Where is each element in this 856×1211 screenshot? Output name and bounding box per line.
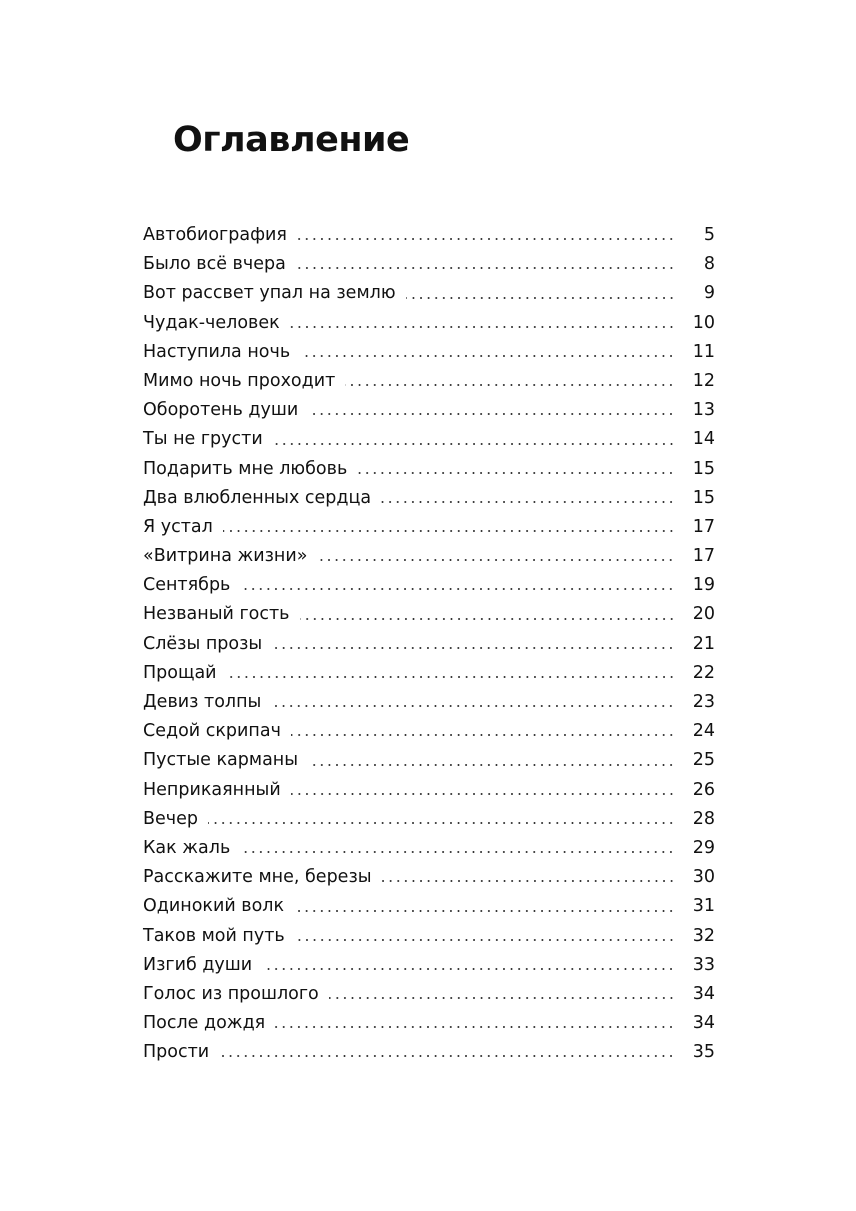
toc-entry-page: 32 (692, 925, 715, 946)
toc-entry (143, 863, 715, 892)
toc-entry-page: 30 (692, 867, 715, 888)
toc-entry-page: 35 (692, 1042, 715, 1063)
dot-leader (308, 413, 675, 415)
toc-entry-title: Незваный гость (143, 604, 290, 625)
toc-entry-page: 14 (692, 429, 715, 450)
toc-entry-title: Мимо ночь проходит (143, 370, 336, 391)
toc-entry-page: 28 (692, 808, 715, 829)
toc-entry-page: 33 (692, 954, 715, 975)
dot-leader (275, 1026, 675, 1028)
toc-entry-title: Седой скрипач (143, 721, 281, 742)
toc-entry-title: Как жаль (143, 837, 231, 858)
dot-leader (272, 647, 675, 649)
toc-entry (143, 250, 715, 279)
toc-entry (143, 571, 715, 600)
toc-entry-title: Два влюбленных сердца (143, 487, 372, 508)
toc-entry (143, 980, 715, 1009)
toc-entry (143, 1038, 715, 1067)
toc-entry-title: Слёзы прозы (143, 633, 263, 654)
dot-leader (227, 676, 675, 678)
toc-entry-page: 8 (703, 254, 715, 275)
toc-entry (143, 688, 715, 717)
dot-leader (357, 472, 675, 474)
toc-entry-title: Вот рассвет упал на землю (143, 283, 396, 304)
toc-entry-title: Прости (143, 1042, 210, 1063)
toc-entry (143, 338, 715, 367)
toc-entry (143, 279, 715, 308)
toc-entry (143, 542, 715, 571)
toc-entry-page: 31 (692, 896, 715, 917)
toc-entry-title: Сентябрь (143, 575, 231, 596)
dot-leader (291, 734, 675, 736)
toc-entry (143, 455, 715, 484)
toc-entry (143, 776, 715, 805)
toc-entry-title: Пустые карманы (143, 750, 299, 771)
toc-entry (143, 600, 715, 629)
page-title: Оглавление (173, 120, 410, 160)
dot-leader (406, 297, 675, 299)
toc-entry (143, 484, 715, 513)
toc-entry-page: 26 (692, 779, 715, 800)
dot-leader (223, 530, 675, 532)
dot-leader (208, 822, 675, 824)
toc-entry (143, 367, 715, 396)
toc-entry-page: 15 (692, 458, 715, 479)
toc-entry-page: 11 (692, 341, 715, 362)
toc-entry (143, 951, 715, 980)
toc-entry-page: 17 (692, 546, 715, 567)
toc-entry-page: 19 (692, 575, 715, 596)
toc-entry-page: 29 (692, 837, 715, 858)
dot-leader (273, 443, 675, 445)
dot-leader (382, 880, 675, 882)
toc-entry-page: 15 (692, 487, 715, 508)
toc-entry-title: «Витрина жизни» (143, 546, 308, 567)
toc-entry-page: 17 (692, 516, 715, 537)
dot-leader (294, 910, 675, 912)
toc-entry (143, 746, 715, 775)
toc-entry-page: 12 (692, 370, 715, 391)
dot-leader (219, 1055, 675, 1057)
toc-entry-title: Я устал (143, 516, 213, 537)
toc-entry-title: Оборотень души (143, 400, 299, 421)
toc-entry (143, 805, 715, 834)
toc-entry (143, 834, 715, 863)
toc-entry-title: Прощай (143, 662, 217, 683)
toc-entry-title: Изгиб души (143, 954, 253, 975)
toc-entry-page: 34 (692, 983, 715, 1004)
dot-leader (295, 939, 675, 941)
dot-leader (300, 618, 676, 620)
toc-entry-page: 9 (703, 283, 715, 304)
toc-entry-page: 23 (692, 692, 715, 712)
toc-entry (143, 513, 715, 542)
toc-entry (143, 425, 715, 454)
toc-entry (143, 396, 715, 425)
toc-entry-title: Таков мой путь (143, 925, 285, 946)
toc-entry-title: Наступила ночь (143, 341, 291, 362)
dot-leader (240, 851, 675, 853)
toc-entry (143, 630, 715, 659)
toc-entry-page: 22 (692, 662, 715, 683)
toc-entry-title: Вечер (143, 808, 198, 829)
dot-leader (262, 968, 675, 970)
dot-leader (329, 997, 675, 999)
toc-entry-title: Автобиография (143, 225, 287, 245)
toc-entry-page: 20 (692, 604, 715, 625)
toc-entry (143, 309, 715, 338)
toc-entry (143, 659, 715, 688)
toc-entry-title: Было всё вчера (143, 254, 286, 275)
toc-entry-title: Девиз толпы (143, 692, 262, 712)
toc-entry-title: Ты не грусти (143, 429, 263, 450)
table-of-contents (143, 221, 715, 1067)
toc-entry-page: 5 (703, 225, 715, 245)
dot-leader (291, 793, 675, 795)
dot-leader (290, 326, 675, 328)
dot-leader (308, 764, 675, 766)
toc-entry (143, 221, 715, 250)
dot-leader (300, 355, 675, 357)
toc-entry-page: 10 (692, 312, 715, 333)
toc-entry-title: Чудак-человек (143, 312, 280, 333)
toc-entry-title: Расскажите мне, березы (143, 867, 372, 888)
dot-leader (381, 501, 675, 503)
dot-leader (317, 559, 675, 561)
dot-leader (271, 705, 675, 707)
toc-entry-page: 34 (692, 1013, 715, 1034)
toc-entry-title: Голос из прошлого (143, 983, 319, 1004)
dot-leader (240, 588, 675, 590)
toc-entry-title: Неприкаянный (143, 779, 281, 800)
toc-entry-title: Одинокий волк (143, 896, 285, 917)
toc-entry-page: 13 (692, 400, 715, 421)
toc-entry-title: Подарить мне любовь (143, 458, 348, 479)
toc-entry (143, 717, 715, 746)
dot-leader (296, 267, 675, 269)
toc-entry (143, 922, 715, 951)
toc-entry-page: 25 (692, 750, 715, 771)
toc-entry-page: 24 (692, 721, 715, 742)
dot-leader (345, 384, 675, 386)
toc-entry-page: 21 (692, 633, 715, 654)
toc-entry-title: После дождя (143, 1013, 266, 1034)
toc-entry (143, 1009, 715, 1038)
dot-leader (297, 238, 675, 240)
toc-entry (143, 892, 715, 921)
